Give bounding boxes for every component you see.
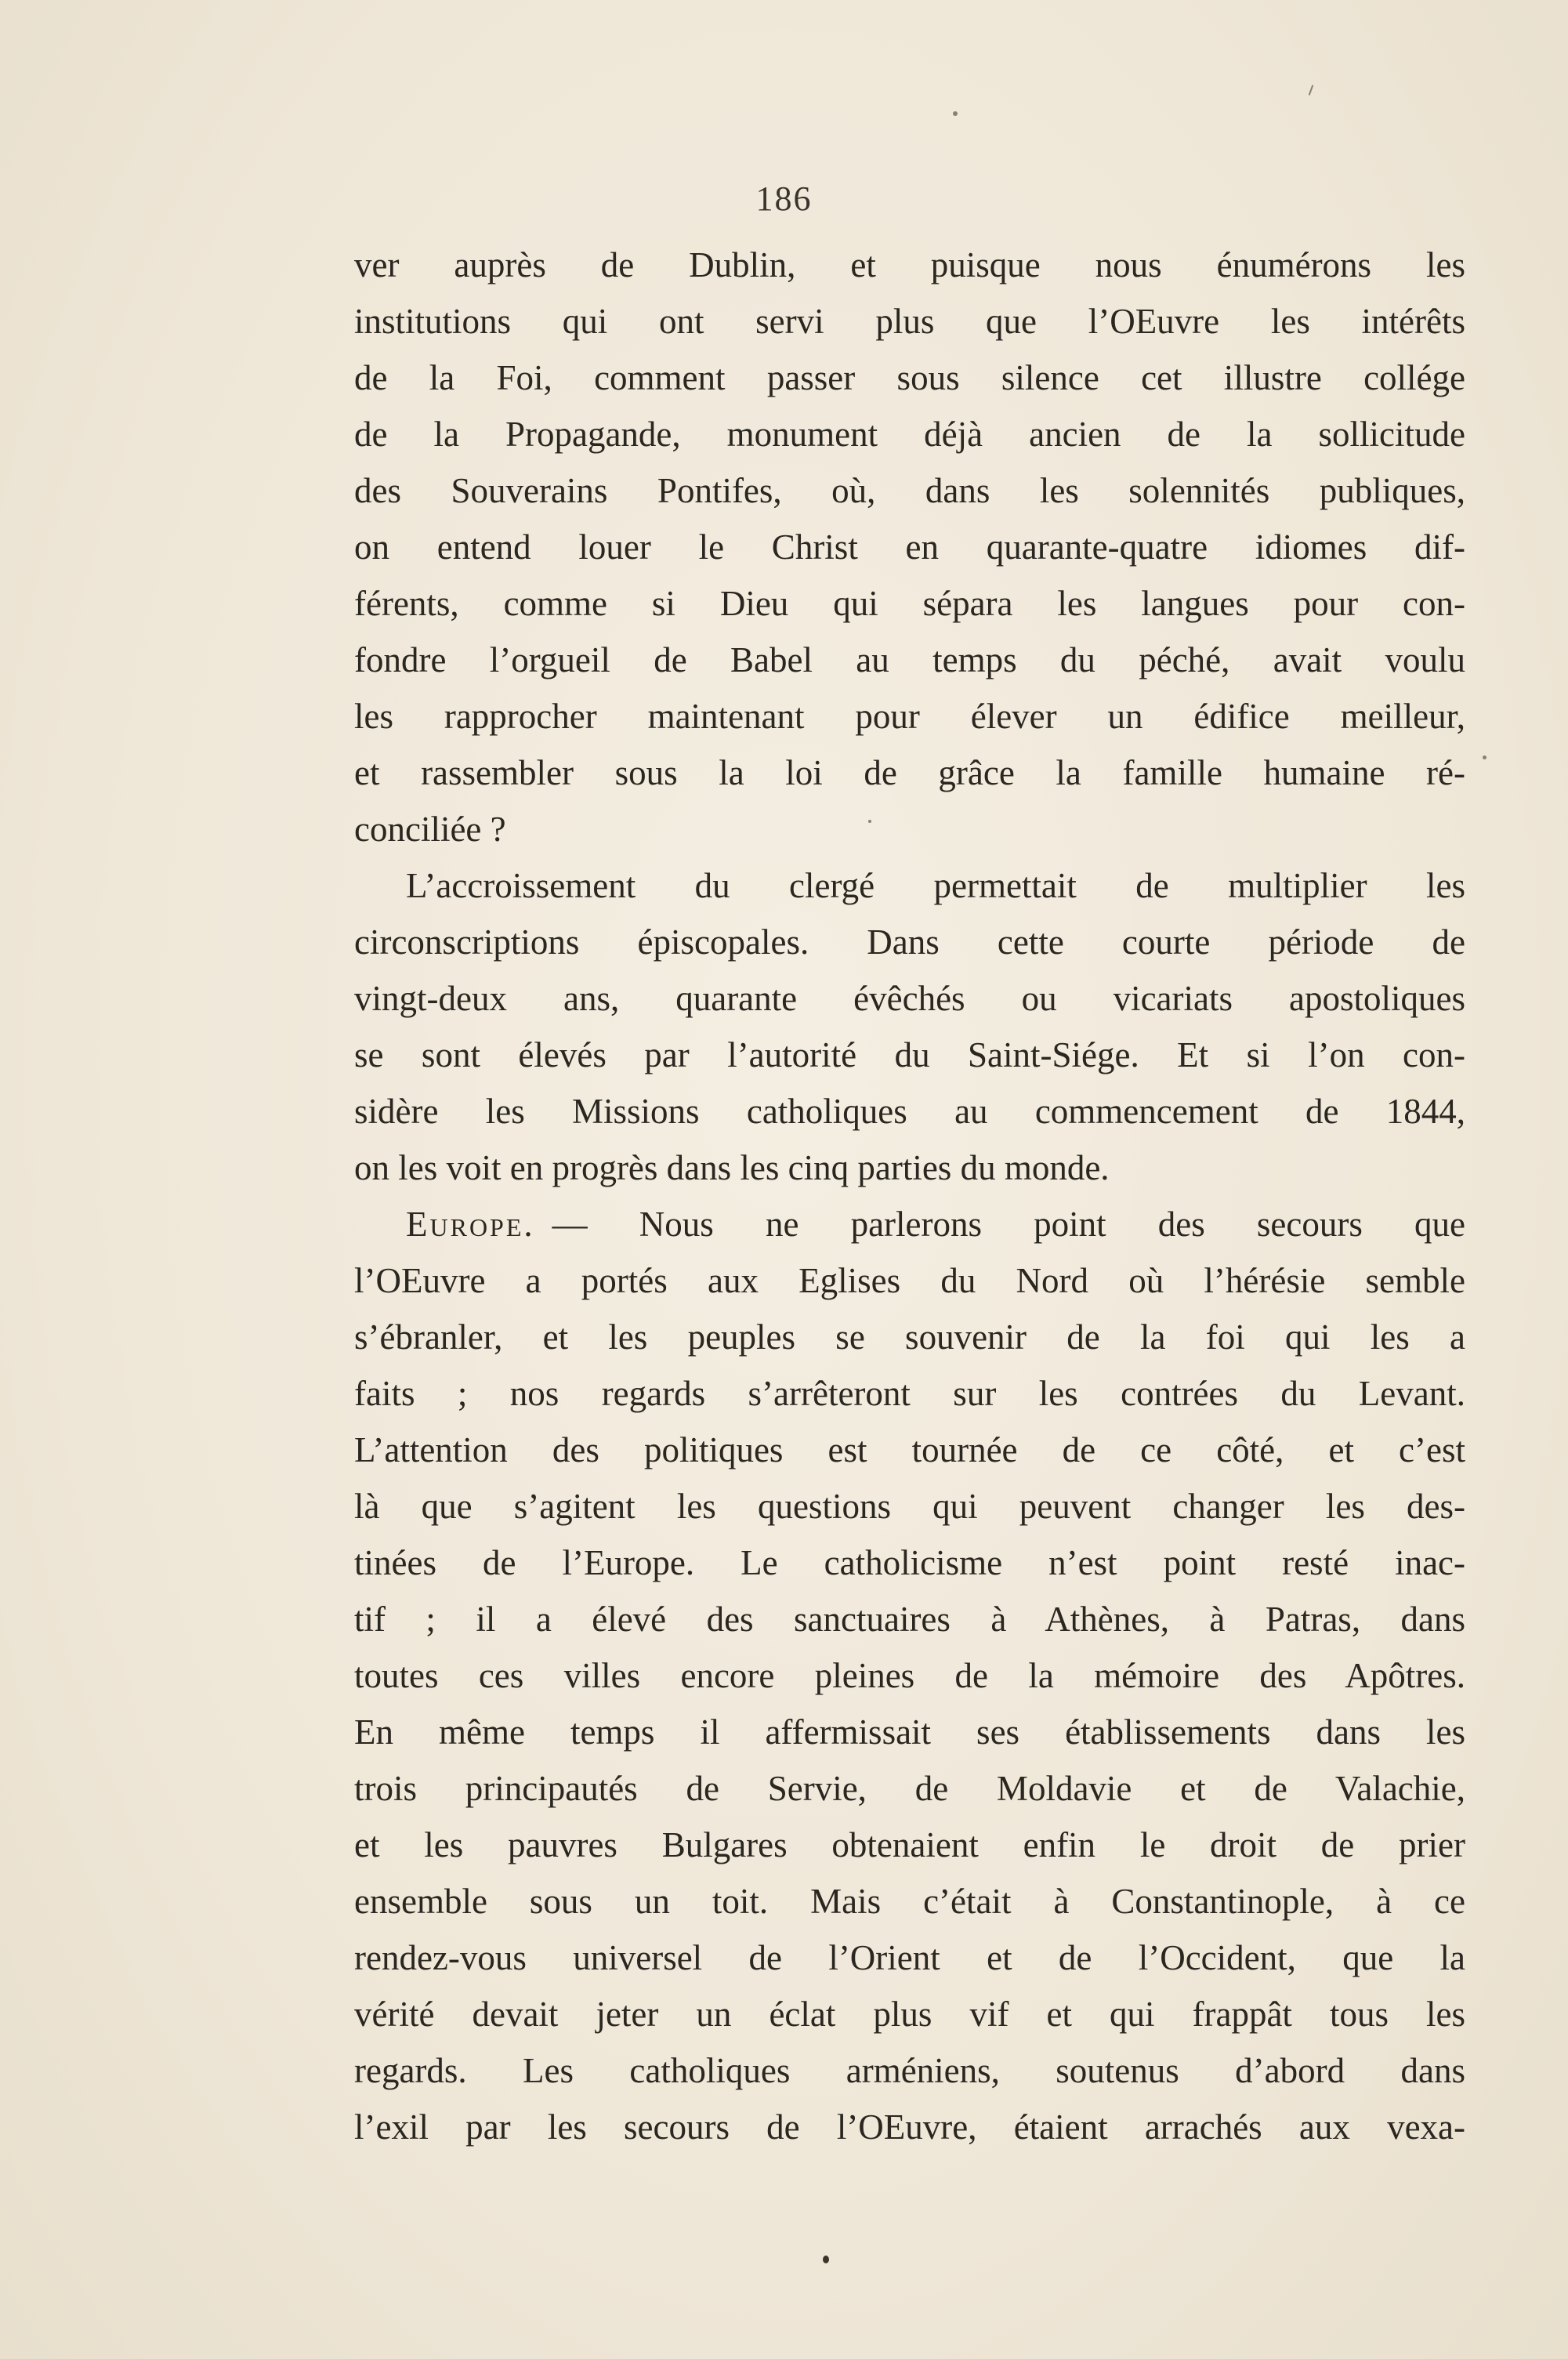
text-line: conciliée ? — [354, 810, 506, 849]
text-line: En même temps il affermissait ses établissements dans les — [354, 1712, 1465, 1752]
text-line: L’attention des politiques est tournée de ce côté, et c’est — [354, 1430, 1465, 1469]
text-line: de la Propagande, monument déjà ancien de la sollicitude — [354, 415, 1465, 454]
text-line: l’exil par les secours de l’OEuvre, étaient arrachés aux vexa- — [354, 2107, 1465, 2147]
text-line: ensemble sous un toit. Mais c’était à Constantinople, à ce — [354, 1882, 1465, 1921]
text-line: toutes ces villes encore pleines de la mémoire des Apôtres. — [354, 1656, 1465, 1695]
text-line: de la Foi, comment passer sous silence cet illustre collége — [354, 358, 1465, 397]
text-line: vingt-deux ans, quarante évêchés ou vicariats apostoliques — [354, 979, 1465, 1018]
text-line: ver auprès de Dublin, et puisque nous énumérons les — [354, 245, 1465, 284]
text-line: L’accroissement du clergé permettait de multiplier les — [406, 866, 1465, 905]
text-line: se sont élevés par l’autorité du Saint-Siége. Et si l’on con- — [354, 1035, 1465, 1074]
text-line: on les voit en progrès dans les cinq parties du monde. — [354, 1148, 1110, 1187]
text-line: sidère les Missions catholiques au commencement de 1844, — [354, 1092, 1465, 1131]
text-line: et rassembler sous la loi de grâce la famille humaine ré- — [354, 753, 1465, 792]
body-text — [354, 237, 1465, 2155]
text-line: tinées de l’Europe. Le catholicisme n’est point resté inac- — [354, 1543, 1465, 1582]
text-line: l’OEuvre a portés aux Eglises du Nord où l’hérésie semble — [354, 1261, 1465, 1300]
scan-speck — [1309, 85, 1314, 96]
text-line: des Souverains Pontifes, où, dans les solennités publiques, — [354, 471, 1465, 510]
scan-speck — [1483, 756, 1487, 759]
text-line: vérité devait jeter un éclat plus vif et qui frappât tous les — [354, 1995, 1465, 2034]
text-line: là que s’agitent les questions qui peuvent changer les des- — [354, 1487, 1465, 1526]
text-line: circonscriptions épiscopales. Dans cette courte période de — [354, 922, 1465, 962]
section-heading: Europe. — [406, 1205, 535, 1244]
text-line: les rapprocher maintenant pour élever un édifice meilleur, — [354, 697, 1465, 736]
section-line — [354, 1196, 1465, 1252]
text-line: s’ébranler, et les peuples se souvenir de la foi qui les a — [354, 1317, 1465, 1357]
text-line: on entend louer le Christ en quarante-quatre idiomes dif- — [354, 527, 1465, 567]
text-line: trois principautés de Servie, de Moldavie et de Valachie, — [354, 1769, 1465, 1808]
text-line: rendez-vous universel de l’Orient et de l’Occident, que la — [354, 1938, 1465, 1977]
text-line: faits ; nos regards s’arrêteront sur les contrées du Levant. — [354, 1374, 1465, 1413]
text-line: fondre l’orgueil de Babel au temps du péché, avait voulu — [354, 640, 1465, 679]
text-line: férents, comme si Dieu qui sépara les langues pour con- — [354, 584, 1465, 623]
text-line: institutions qui ont servi plus que l’OEuvre les intérêts — [354, 302, 1465, 341]
text-line: — Nous ne parlerons point des secours que — [552, 1205, 1465, 1244]
text-line: tif ; il a élevé des sanctuaires à Athènes, à Patras, dans — [354, 1600, 1465, 1639]
text-line: regards. Les catholiques arméniens, soutenus d’abord dans — [354, 2051, 1465, 2090]
scan-speck — [953, 111, 958, 116]
page-number: 186 — [755, 179, 813, 218]
text-line: et les pauvres Bulgares obtenaient enfin le droit de prier — [354, 1825, 1465, 1864]
scan-speck — [823, 2256, 829, 2263]
